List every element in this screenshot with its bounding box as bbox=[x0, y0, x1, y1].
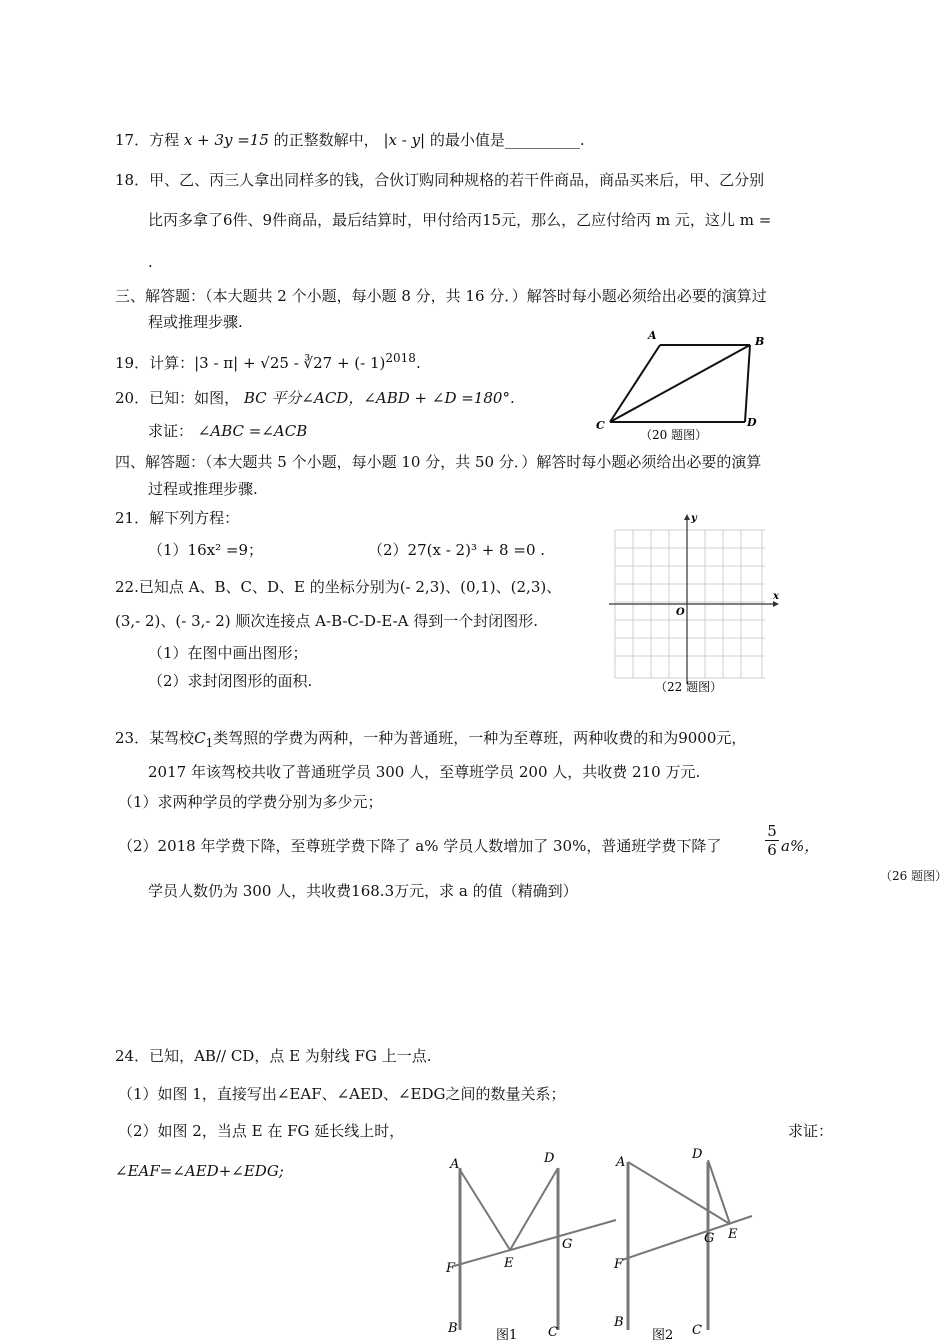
q23-line1-text: 类驾照的学费为两种，一种为普通班，一种为至尊班，两种收费的和为9000元， bbox=[213, 729, 747, 747]
label-e-fig2: E bbox=[728, 1227, 738, 1242]
q20-prove-statement: ∠ABC =∠ACB bbox=[197, 422, 308, 440]
label-d-fig2: D bbox=[692, 1147, 703, 1162]
fraction-numerator: 5 bbox=[767, 822, 777, 840]
q19-label: 19．计算： bbox=[115, 354, 195, 372]
q18-line2: 比丙多拿了6件、9件商品，最后结算时，甲付给丙15元，那么，乙应付给丙 m 元，这儿 m = bbox=[148, 211, 772, 229]
figure-20-caption: （20 题图） bbox=[640, 428, 708, 442]
label-g-fig1: G bbox=[562, 1237, 573, 1252]
q17-label: 17．方程 bbox=[115, 131, 180, 149]
segment-ae-fig2 bbox=[628, 1162, 730, 1224]
q21-label: 21．解下列方程： bbox=[115, 509, 240, 527]
q23-line1 bbox=[115, 728, 746, 753]
q19-exponent: 2018 bbox=[385, 351, 416, 365]
question-20 bbox=[115, 388, 515, 408]
q22-part1: （1）在图中画出图形； bbox=[148, 644, 308, 662]
label-g-fig2: G bbox=[704, 1231, 715, 1246]
q24-prove-label: 求证： bbox=[788, 1122, 834, 1140]
question-17 bbox=[115, 130, 585, 150]
line-fg-fig1 bbox=[454, 1220, 616, 1266]
label-d-fig1: D bbox=[544, 1151, 555, 1166]
q18-line1: 18．甲、乙、丙三人拿出同样多的钱，合伙订购同种规格的若干件商品，商品买来后，甲、乙分别 bbox=[115, 171, 765, 189]
figure-22-caption: （22 题图） bbox=[655, 680, 723, 694]
fraction-denominator: 6 bbox=[765, 840, 779, 859]
label-c-fig1: C bbox=[548, 1325, 558, 1340]
y-axis-label: y bbox=[691, 513, 697, 524]
side-caption: （26 题图） bbox=[880, 869, 948, 883]
q23-part2-line2: 学员人数仍为 300 人，共收费168.3万元，求 a 的值（精确到） bbox=[148, 882, 578, 900]
section-3-heading: 三、解答题：（本大题共 2 个小题，每小题 8 分，共 16 分．）解答时每小题必须给出必要的演算过 bbox=[115, 287, 767, 305]
q23-part1: （1）求两种学员的学费分别为多少元； bbox=[118, 793, 383, 811]
segment-bd bbox=[745, 345, 750, 422]
q23-part2: （2）2018 年学费下降，至尊班学费下降了 a% 学员人数增加了 30%，普通班学费下降了 bbox=[118, 837, 722, 855]
q24-part2: （2）如图 2，当点 E 在 FG 延长线上时， bbox=[118, 1122, 405, 1140]
section-3-heading-cont: 程或推理步骤. bbox=[148, 313, 243, 331]
q17-equation: x + 3y =15 bbox=[183, 131, 269, 149]
figure-24 bbox=[440, 1140, 770, 1344]
q23-fraction bbox=[765, 822, 779, 859]
q20-prove bbox=[148, 421, 307, 441]
label-c: C bbox=[596, 419, 605, 432]
q22-part2: （2）求封闭图形的面积. bbox=[148, 672, 313, 690]
label-b-fig1: B bbox=[448, 1321, 458, 1336]
section-4-heading-cont: 过程或推理步骤. bbox=[148, 480, 258, 498]
label-d: D bbox=[747, 416, 757, 429]
segment-ac bbox=[610, 345, 660, 422]
question-19 bbox=[115, 348, 421, 373]
figure-22 bbox=[605, 510, 780, 695]
label-b: B bbox=[755, 335, 765, 348]
origin-label: O bbox=[676, 607, 685, 618]
q21-part1: （1）16x² =9； bbox=[148, 541, 263, 559]
segment-ed-fig2 bbox=[708, 1160, 730, 1224]
q18-line3: . bbox=[148, 253, 153, 271]
label-f-fig1: F bbox=[446, 1261, 456, 1276]
figure-1-caption: 图1 bbox=[496, 1328, 518, 1343]
q23-line2: 2017 年该驾校共收了普通班学员 300 人，至尊班学员 200 人，共收费 210 万元. bbox=[148, 763, 701, 781]
y-axis-arrow bbox=[684, 514, 690, 520]
q22-line2: (3,- 2)、(- 3,- 2) 顺次连接点 A-B-C-D-E-A 得到一个封闭图形. bbox=[115, 612, 539, 630]
q19-end: . bbox=[415, 354, 421, 372]
figure-2 bbox=[613, 1147, 752, 1343]
q17-tail: 的最小值是__________. bbox=[429, 131, 585, 149]
label-a-fig1: A bbox=[450, 1157, 460, 1172]
q21-part2: （2）27(x - 2)³ + 8 =0 . bbox=[368, 541, 546, 559]
label-c-fig2: C bbox=[692, 1323, 702, 1338]
q23-c-subscript: 1 bbox=[205, 736, 214, 750]
q24-part1: （1）如图 1，直接写出∠EAF、∠AED、∠EDG之间的数量关系； bbox=[118, 1085, 566, 1103]
figure-2-caption: 图2 bbox=[652, 1328, 674, 1343]
q23-c-symbol: C bbox=[194, 729, 206, 747]
x-axis-label: x bbox=[773, 591, 779, 602]
q23-label: 23．某驾校 bbox=[115, 729, 195, 747]
q20-label: 20．已知：如图， bbox=[115, 389, 240, 407]
figure-1 bbox=[445, 1151, 616, 1343]
label-e-fig1: E bbox=[504, 1256, 514, 1271]
segment-ae-fig1 bbox=[460, 1170, 510, 1250]
figure-20 bbox=[590, 325, 780, 445]
label-f-fig2: F bbox=[614, 1257, 624, 1272]
q17-abs-expression: |x - y| bbox=[383, 131, 426, 149]
label-a-fig2: A bbox=[616, 1155, 626, 1170]
q19-expression: |3 - π| + √25 - ∛27 + (- 1) bbox=[194, 354, 386, 372]
q20-given: BC 平分∠ACD，∠ABD + ∠D =180°. bbox=[243, 389, 515, 407]
label-b-fig2: B bbox=[614, 1315, 624, 1330]
q24-line1: 24．已知，AB// CD，点 E 为射线 FG 上一点. bbox=[115, 1047, 432, 1065]
q24-prove-statement: ∠EAF=∠AED+∠EDG; bbox=[115, 1162, 284, 1180]
q20-prove-label: 求证： bbox=[148, 422, 194, 440]
segment-bc bbox=[610, 345, 750, 422]
label-a: A bbox=[648, 329, 657, 342]
q23-part2-tail: a%， bbox=[781, 837, 820, 855]
q22-line1: 22.已知点 A、B、C、D、E 的坐标分别为(- 2,3)、(0,1)、(2,3)、 bbox=[115, 578, 562, 596]
section-4-heading: 四、解答题：（本大题共 5 个小题，每小题 10 分，共 50 分．）解答时每小题必须给出必要的演算 bbox=[115, 453, 762, 471]
q17-middle-text: 的正整数解中， bbox=[273, 131, 379, 149]
